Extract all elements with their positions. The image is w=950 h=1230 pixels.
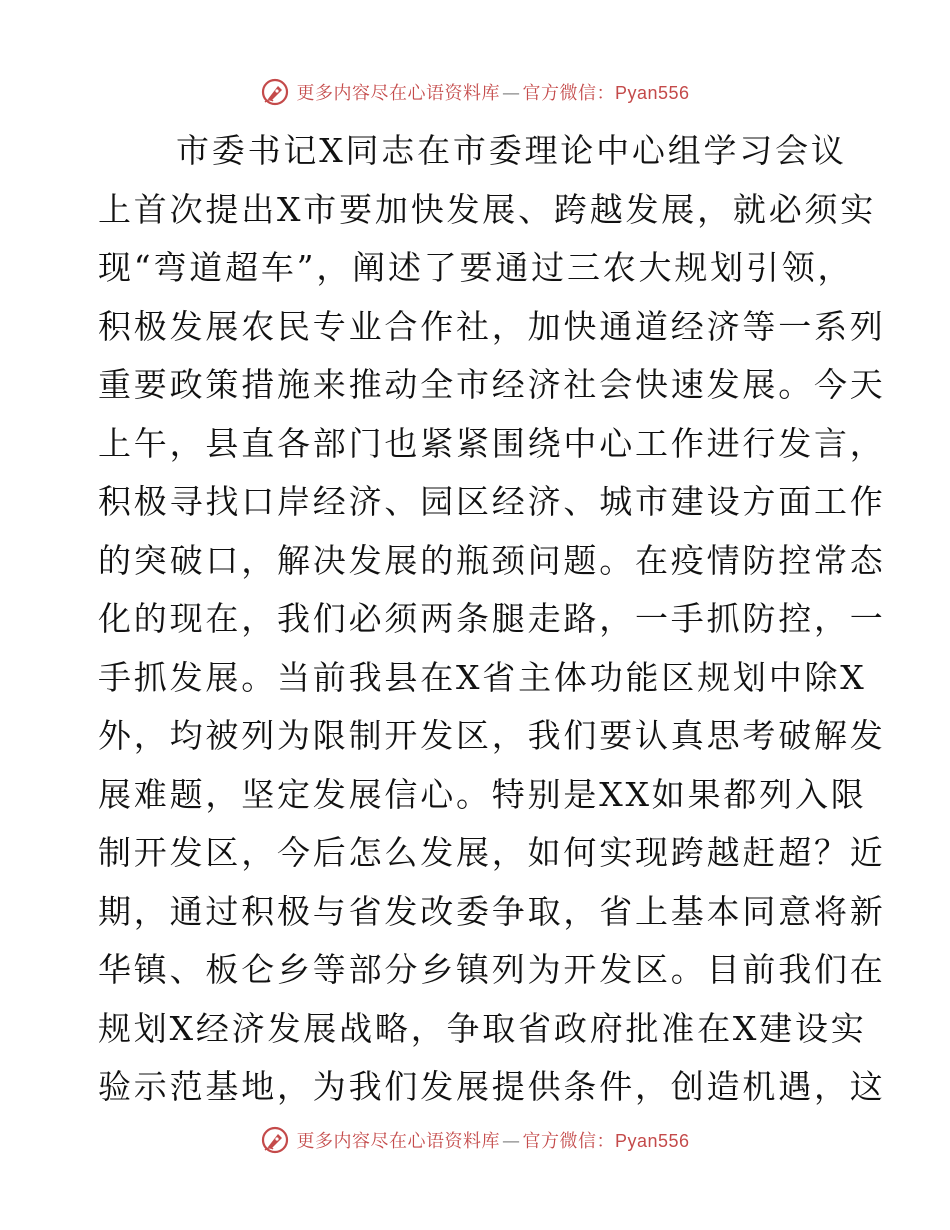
text-line: 化的现在，我们必须两条腿走路，一手抓防控，一 [98,599,886,638]
text-line: 积极寻找口岸经济、园区经济、城市建设方面工作 [98,482,886,521]
watermark-wechat-label: 官方微信： [522,1131,615,1152]
text-line: 展难题，坚定发展信心。特别是XX如果都列入限 [98,774,867,814]
text-line: 手抓发展。当前我县在X省主体功能区规划中除X [98,657,867,697]
text-line: 华镇、板仑乡等部分乡镇列为开发区。目前我们在 [98,950,886,989]
text-line: 上午，县直各部门也紧紧围绕中心工作进行发言， [98,423,886,463]
text-line: 重要政策措施来推动全市经济社会快速发展。今天 [98,365,886,404]
header-watermark [0,72,950,112]
watermark-separator: — [501,1131,521,1152]
text-line: 市委书记X同志在市委理论中心组学习会议 [176,131,847,170]
text-line: 上首次提出X市要加快发展、跨越发展，就必须实 [98,189,877,229]
text-line: 积极发展农民专业合作社，加快通道经济等一系列 [98,306,886,346]
watermark-wechat-id: Pyan556 [614,1131,690,1151]
pen-nib-logo-icon [260,77,290,107]
watermark-wechat-id: Pyan556 [614,83,690,103]
document-body [98,122,886,1117]
text-line: 规划X经济发展战略，争取省政府批准在X建设实 [98,1008,867,1048]
text-line: 的突破口，解决发展的瓶颈问题。在疫情防控常态 [98,540,886,580]
watermark-separator: — [501,83,521,104]
watermark-brand: 更多内容尽在心语资料库 [296,1131,500,1152]
footer-watermark [0,1120,950,1160]
text-line: 验示范基地，为我们发展提供条件，创造机遇，这 [98,1067,886,1106]
watermark-wechat-label: 官方微信： [522,83,615,104]
text-line: 制开发区，今后怎么发展，如何实现跨越赶超？近 [98,833,886,872]
pen-nib-logo-icon [260,1125,290,1155]
text-line: 外，均被列为限制开发区，我们要认真思考破解发 [98,716,886,755]
text-line: 期，通过积极与省发改委争取，省上基本同意将新 [98,891,886,931]
text-line: 现“弯道超车”，阐述了要通过三农大规划引领， [98,248,854,287]
watermark-brand: 更多内容尽在心语资料库 [296,83,500,104]
